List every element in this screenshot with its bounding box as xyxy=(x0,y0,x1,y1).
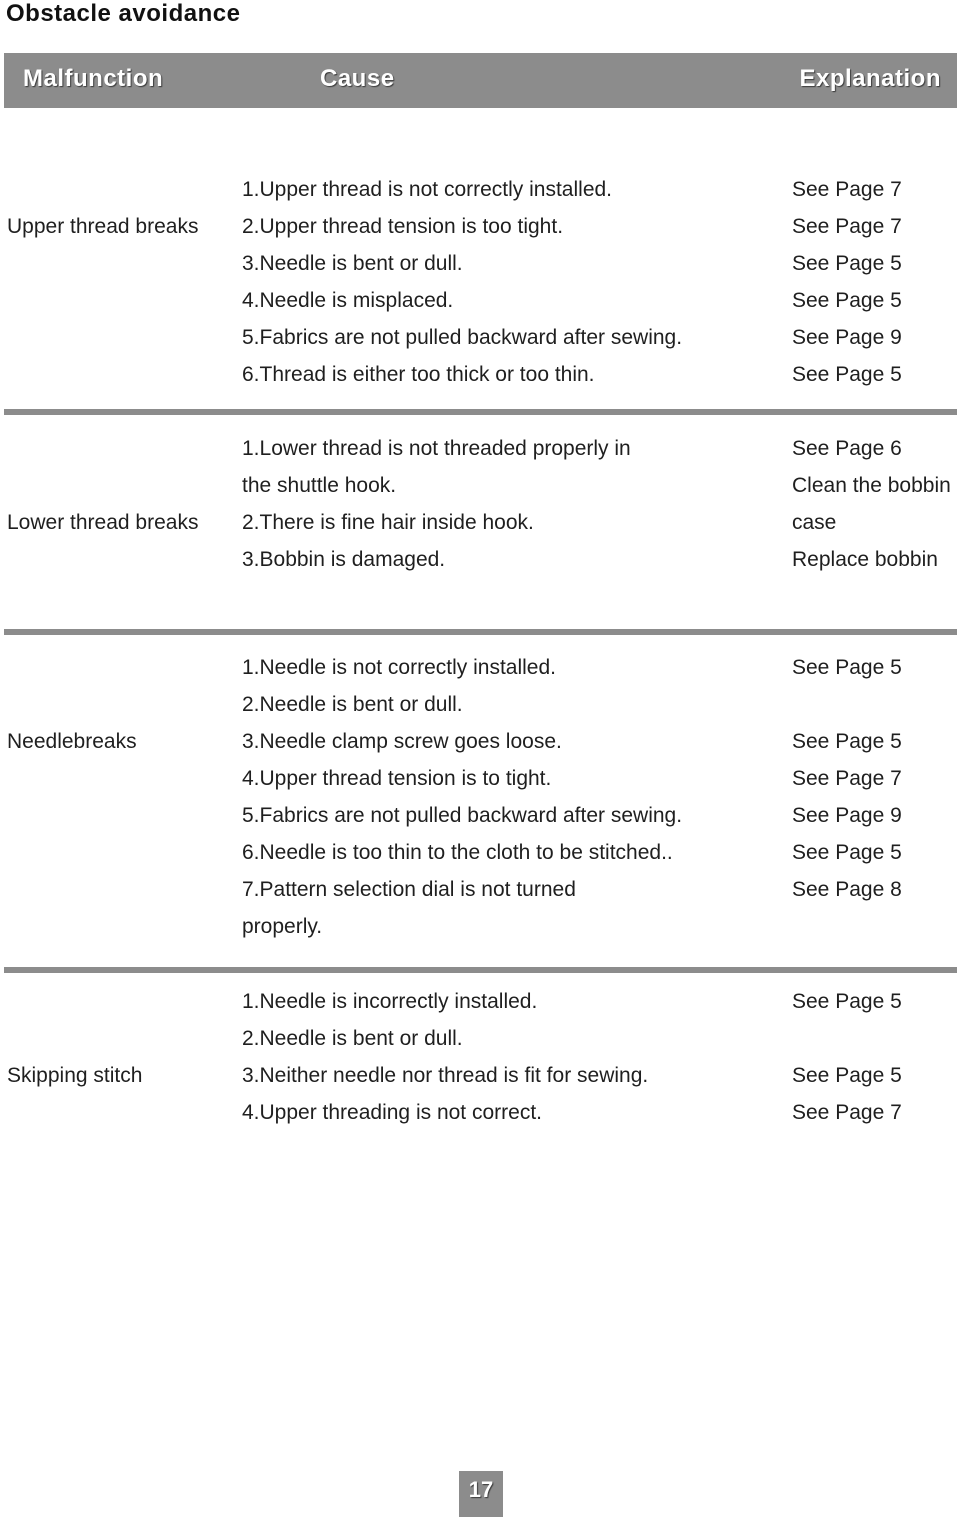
malfunction-label: Lower thread breaks xyxy=(7,511,199,534)
cause-item: 2.There is fine hair inside hook. xyxy=(242,511,534,534)
cause-item: 3.Needle clamp screw goes loose. xyxy=(242,730,562,753)
cause-item: 2.Needle is bent or dull. xyxy=(242,1027,463,1050)
cause-item: 4.Needle is misplaced. xyxy=(242,289,454,312)
explanation-item: See Page 9 xyxy=(792,804,902,827)
explanation-item: See Page 7 xyxy=(792,1101,902,1124)
explanation-item: See Page 7 xyxy=(792,215,902,238)
section-divider xyxy=(4,409,957,415)
explanation-item: See Page 5 xyxy=(792,656,902,679)
cause-item: properly. xyxy=(242,915,323,938)
cause-item: 6.Thread is either too thick or too thin. xyxy=(242,363,595,386)
explanation-item: See Page 7 xyxy=(792,767,902,790)
cause-item: 3.Neither needle nor thread is fit for sewing. xyxy=(242,1064,649,1087)
explanation-item: See Page 7 xyxy=(792,178,902,201)
cause-item: 3.Bobbin is damaged. xyxy=(242,548,446,571)
cause-item: 1.Lower thread is not threaded properly in xyxy=(242,437,631,460)
explanation-item: See Page 5 xyxy=(792,990,902,1013)
cause-item: 7.Pattern selection dial is not turned xyxy=(242,878,576,901)
section-divider xyxy=(4,629,957,635)
cause-item: 2.Upper thread tension is too tight. xyxy=(242,215,564,238)
explanation-item: Clean the bobbin xyxy=(792,474,951,497)
header-malfunction: Malfunction xyxy=(23,65,164,92)
cause-item: 5.Fabrics are not pulled backward after sewing. xyxy=(242,326,683,349)
page-title: Obstacle avoidance xyxy=(6,0,241,27)
explanation-item: See Page 8 xyxy=(792,878,902,901)
explanation-item: See Page 5 xyxy=(792,1064,902,1087)
cause-item: the shuttle hook. xyxy=(242,474,397,497)
explanation-item: See Page 9 xyxy=(792,326,902,349)
explanation-item: case xyxy=(792,511,837,534)
cause-item: 1.Needle is not correctly installed. xyxy=(242,656,556,679)
page-number: 17 xyxy=(459,1471,503,1517)
malfunction-label: Upper thread breaks xyxy=(7,215,199,238)
explanation-item: Replace bobbin xyxy=(792,548,938,571)
explanation-item: See Page 5 xyxy=(792,730,902,753)
header-explanation: Explanation xyxy=(799,65,941,92)
explanation-item: See Page 5 xyxy=(792,289,902,312)
explanation-item: See Page 5 xyxy=(792,252,902,275)
header-cause: Cause xyxy=(320,65,395,92)
cause-item: 2.Needle is bent or dull. xyxy=(242,693,463,716)
section-divider xyxy=(4,967,957,973)
table-header xyxy=(4,53,957,108)
cause-item: 6.Needle is too thin to the cloth to be stitched.. xyxy=(242,841,673,864)
cause-item: 4.Upper thread tension is to tight. xyxy=(242,767,552,790)
explanation-item: See Page 6 xyxy=(792,437,902,460)
malfunction-label: Needlebreaks xyxy=(7,730,137,753)
explanation-item: See Page 5 xyxy=(792,363,902,386)
cause-item: 3.Needle is bent or dull. xyxy=(242,252,463,275)
cause-item: 5.Fabrics are not pulled backward after sewing. xyxy=(242,804,683,827)
cause-item: 1.Needle is incorrectly installed. xyxy=(242,990,538,1013)
malfunction-label: Skipping stitch xyxy=(7,1064,143,1087)
explanation-item: See Page 5 xyxy=(792,841,902,864)
cause-item: 4.Upper threading is not correct. xyxy=(242,1101,542,1124)
cause-item: 1.Upper thread is not correctly installed. xyxy=(242,178,613,201)
